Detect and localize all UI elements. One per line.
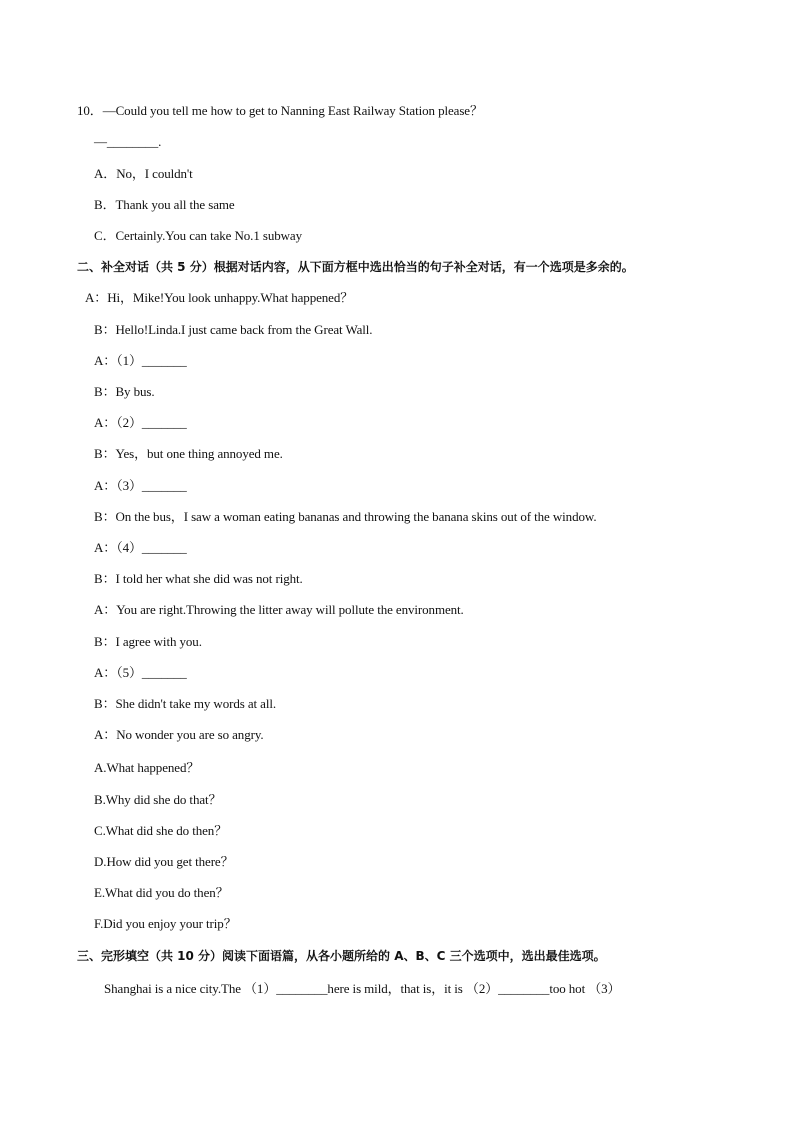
dialogue-line: A：（4）_______	[94, 540, 187, 555]
dialogue-line: B：She didn't take my words at all.	[94, 696, 277, 711]
choice-f: F.Did you enjoy your trip？	[94, 916, 237, 931]
section-3-passage-line: Shanghai is a nice city.The （1）________here is mild，that is，it is （2）________too hot （3）	[104, 981, 621, 996]
choice-e: E.What did you do then？	[94, 885, 229, 900]
choice-d: D.How did you get there？	[94, 854, 234, 869]
dialogue-line: A：Hi，Mike!You look unhappy.What happened？	[85, 290, 354, 305]
section-3-heading: 三、完形填空（共 10 分）阅读下面语篇，从各小题所给的 A、B、C 三个选项中，选出最佳选项。	[77, 949, 606, 963]
dialogue-line: B：On the bus，I saw a woman eating bananas and throwing the banana skins out of the window.	[94, 509, 597, 524]
dialogue-line: B：Hello!Linda.I just came back from the Great Wall.	[94, 322, 373, 337]
dialogue-line: B：I agree with you.	[94, 634, 202, 649]
dialogue-line: A：You are right.Throwing the litter away will pollute the environment.	[94, 602, 464, 617]
choice-c: C.What did she do then？	[94, 823, 228, 838]
dialogue-line: A：No wonder you are so angry.	[94, 727, 264, 742]
question-10-stem: 10．—Could you tell me how to get to Nanning East Railway Station please？	[77, 103, 483, 118]
section-2-heading: 二、补全对话（共 5 分）根据对话内容，从下面方框中选出恰当的句子补全对话，有一个选项是多余的。	[77, 260, 634, 274]
question-10-option-c: C．Certainly.You can take No.1 subway	[94, 228, 302, 243]
dialogue-line: A：（1）_______	[94, 353, 187, 368]
question-10-option-a: A．No，I couldn't	[94, 166, 193, 181]
dialogue-line: A：（2）_______	[94, 415, 187, 430]
question-10-answer-blank: —________.	[94, 134, 162, 149]
dialogue-line: B：I told her what she did was not right.	[94, 571, 303, 586]
question-10-option-b: B．Thank you all the same	[94, 197, 235, 212]
dialogue-line: B：By bus.	[94, 384, 155, 399]
dialogue-line: A：（5）_______	[94, 665, 187, 680]
choice-a: A.What happened？	[94, 760, 200, 775]
dialogue-line: B：Yes，but one thing annoyed me.	[94, 446, 283, 461]
dialogue-line: A：（3）_______	[94, 478, 187, 493]
choice-b: B.Why did she do that？	[94, 792, 222, 807]
